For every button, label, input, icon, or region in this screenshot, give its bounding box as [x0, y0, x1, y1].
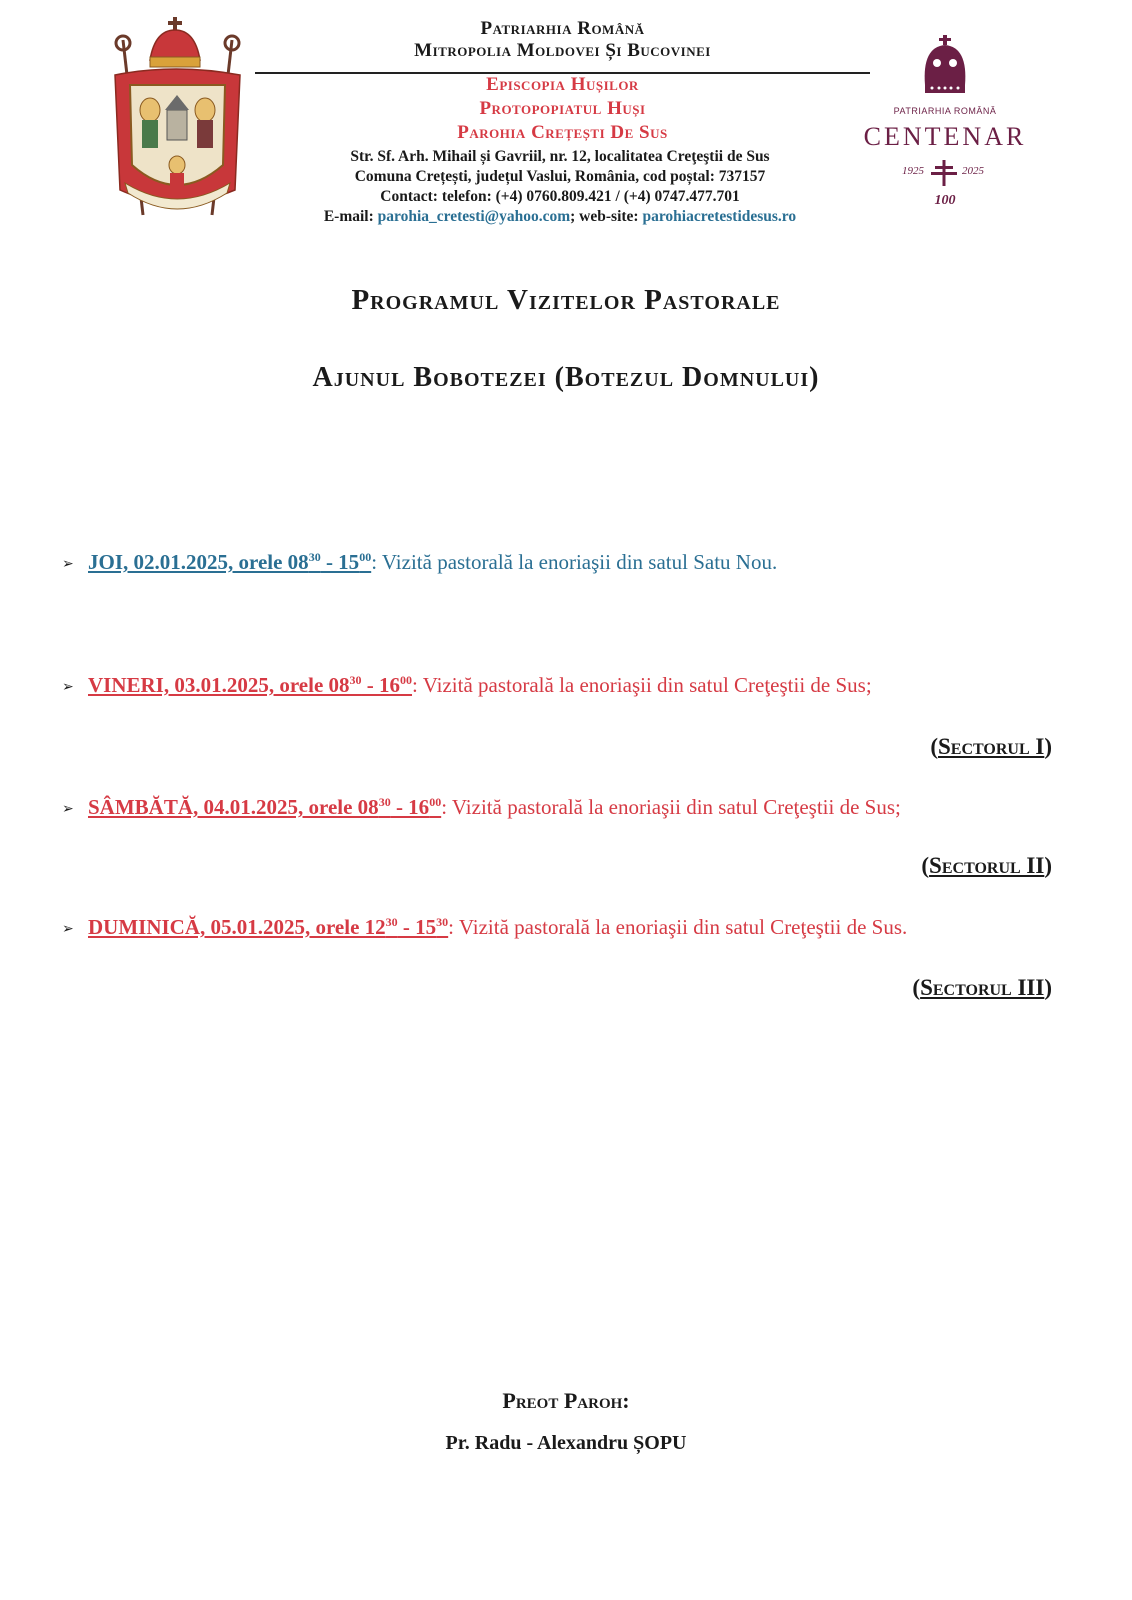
arrow-bullet-icon: ➢: [62, 921, 74, 937]
centenar-number: 100: [934, 193, 956, 208]
cross-icon: [931, 160, 957, 186]
mitre-icon: [920, 35, 970, 97]
entry-date: JOI, 02.01.2025, orele $08^{30} - 15^{00}$: [88, 550, 372, 574]
header-metropolis: Mitropolia Moldovei Și Bucovinei: [414, 40, 711, 61]
schedule-entry: [62, 915, 1102, 940]
centenar-year-end: 2025: [962, 165, 984, 177]
schedule-entry: [62, 795, 1102, 820]
entry-date: DUMINICĂ, 05.01.2025, orele $12^{30} - 15^{30}$: [88, 915, 449, 939]
website-label: ; web-site:: [570, 208, 643, 225]
contact-email-line: [255, 207, 865, 227]
address-street: Str. Sf. Arh. Mihail și Gavriil, nr. 12, localitatea Creţeştii de Sus: [350, 148, 770, 165]
entry-description: : Vizită pastorală la enoriaşii din satul Creţeştii de Sus;: [412, 673, 872, 697]
contact-phone: Contact: telefon: (+4) 0760.809.421 / (+4) 0747.477.701: [380, 188, 740, 205]
header-parish: Parohia Crețești De Sus: [457, 122, 668, 143]
header-deanery: Protopopiatul Huși: [479, 98, 646, 119]
address-commune: Comuna Crețești, județul Vaslui, România, cod poștal: 737157: [354, 168, 766, 185]
centenar-patriarchate: PATRIARHIA ROMÂNĂ: [893, 106, 997, 116]
signature-title: Preot Paroh:: [502, 1388, 630, 1413]
sector-label: (Sectorul III): [912, 975, 1052, 1000]
email-link[interactable]: parohia_cretesti@yahoo.com: [377, 208, 571, 225]
email-label: E-mail:: [323, 208, 378, 225]
sector-label: (Sectorul II): [921, 853, 1052, 878]
entry-description: : Vizită pastorală la enoriaşii din satul Creţeştii de Sus.: [448, 915, 908, 939]
entry-description: : Vizită pastorală la enoriaşii din satul Satu Nou.: [371, 550, 778, 574]
centenar-title: CENTENAR: [863, 122, 1027, 151]
header-diocese: Episcopia Hușilor: [486, 74, 639, 95]
entry-description: : Vizită pastorală la enoriaşii din satul Creţeştii de Sus;: [441, 795, 901, 819]
sector-label: (Sectorul I): [930, 734, 1052, 759]
arrow-bullet-icon: ➢: [62, 556, 74, 572]
page-title: Programul Vizitelor Pastorale: [351, 284, 781, 316]
signature-name: Pr. Radu - Alexandru ȘOPU: [445, 1432, 687, 1454]
schedule-entry: [62, 550, 1102, 575]
schedule-entry: [62, 673, 1102, 698]
arrow-bullet-icon: ➢: [62, 801, 74, 817]
centenar-year-start: 1925: [902, 165, 924, 177]
website-link[interactable]: parohiacretestidesus.ro: [642, 208, 797, 225]
centenar-years: [900, 160, 990, 186]
coat-of-arms-logo: [105, 15, 250, 225]
page-subtitle: Ajunul Bobotezei (Botezul Domnului): [312, 362, 820, 393]
entry-date: VINERI, 03.01.2025, orele $08^{30} - 16^{00}$: [88, 673, 413, 697]
arrow-bullet-icon: ➢: [62, 679, 74, 695]
entry-date: SÂMBĂTĂ, 04.01.2025, orele $08^{30} - 16^{00}$: [88, 795, 442, 819]
header-patriarchate: Patriarhia Română: [480, 18, 645, 39]
